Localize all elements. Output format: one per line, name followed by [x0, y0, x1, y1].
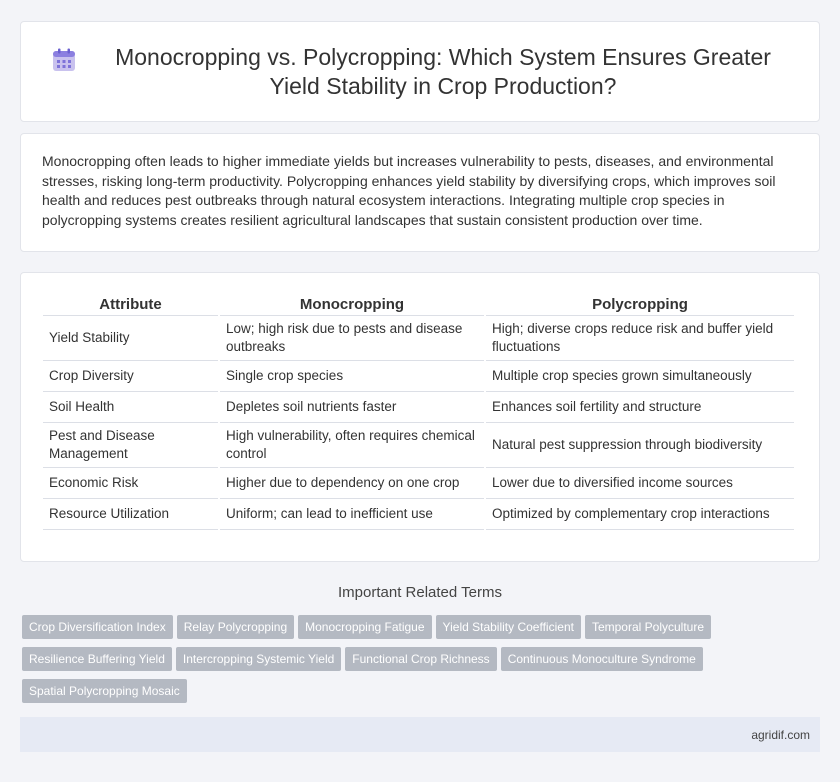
table-cell: Depletes soil nutrients faster: [220, 392, 484, 423]
table-header-row: [43, 290, 794, 316]
related-terms-list: [22, 615, 822, 711]
table-row: [43, 316, 794, 361]
table-cell: Yield Stability: [43, 316, 218, 361]
related-term-tag[interactable]: Yield Stability Coefficient: [436, 615, 581, 639]
table-cell: Resource Utilization: [43, 499, 218, 530]
table-cell: High; diverse crops reduce risk and buffer yield fluctuations: [486, 316, 794, 361]
table-cell: Soil Health: [43, 392, 218, 423]
footer: [20, 717, 820, 752]
table-cell: Lower due to diversified income sources: [486, 468, 794, 499]
title-wrap: [51, 43, 789, 101]
header-card: [20, 21, 820, 122]
table-cell: Economic Risk: [43, 468, 218, 499]
table-cell: Crop Diversity: [43, 361, 218, 392]
table-row: [43, 499, 794, 530]
table-cell: Pest and Disease Management: [43, 423, 218, 468]
page-title: Monocropping vs. Polycropping: Which System Ensures Greater Yield Stability in Crop Production?: [115, 43, 771, 99]
table-row: [43, 423, 794, 468]
related-term-tag[interactable]: Intercropping Systemic Yield: [176, 647, 341, 671]
table-cell: High vulnerability, often requires chemical control: [220, 423, 484, 468]
table-cell: Enhances soil fertility and structure: [486, 392, 794, 423]
table-cell: Uniform; can lead to inefficient use: [220, 499, 484, 530]
comparison-table: [41, 290, 796, 530]
table-cell: Higher due to dependency on one crop: [220, 468, 484, 499]
table-cell: Multiple crop species grown simultaneously: [486, 361, 794, 392]
related-term-tag[interactable]: Functional Crop Richness: [345, 647, 496, 671]
header-attribute: Attribute: [43, 290, 218, 316]
footer-site-link[interactable]: agridif.com: [751, 727, 810, 742]
table-row: [43, 468, 794, 499]
related-terms-title: Important Related Terms: [338, 584, 502, 601]
related-term-tag[interactable]: Resilience Buffering Yield: [22, 647, 172, 671]
comparison-table-card: [20, 272, 820, 562]
table-cell: Natural pest suppression through biodiversity: [486, 423, 794, 468]
header-monocropping: Monocropping: [220, 290, 484, 316]
table-cell: Single crop species: [220, 361, 484, 392]
related-term-tag[interactable]: Continuous Monoculture Syndrome: [501, 647, 703, 671]
related-term-tag[interactable]: Monocropping Fatigue: [298, 615, 431, 639]
related-term-tag[interactable]: Crop Diversification Index: [22, 615, 173, 639]
intro-text: Monocropping often leads to higher immediate yields but increases vulnerability to pests, diseases, and environmental stresses, risking long-term productivity. Polycropping enhances yield stability by diversifying crops, which improves soil health and reduces pest outbreaks through natural ecosystem interactions. Integrating multiple crop species in polycropping systems creates resilient agricultural landscapes that sustain consistent production over time.: [42, 153, 776, 228]
related-term-tag[interactable]: Spatial Polycropping Mosaic: [22, 679, 187, 703]
calendar-icon: [51, 47, 77, 73]
intro-card: [20, 133, 820, 252]
table-row: [43, 392, 794, 423]
table-cell: Low; high risk due to pests and disease outbreaks: [220, 316, 484, 361]
related-term-tag[interactable]: Relay Polycropping: [177, 615, 294, 639]
table-cell: Optimized by complementary crop interactions: [486, 499, 794, 530]
related-term-tag[interactable]: Temporal Polyculture: [585, 615, 711, 639]
header-polycropping: Polycropping: [486, 290, 794, 316]
table-row: [43, 361, 794, 392]
